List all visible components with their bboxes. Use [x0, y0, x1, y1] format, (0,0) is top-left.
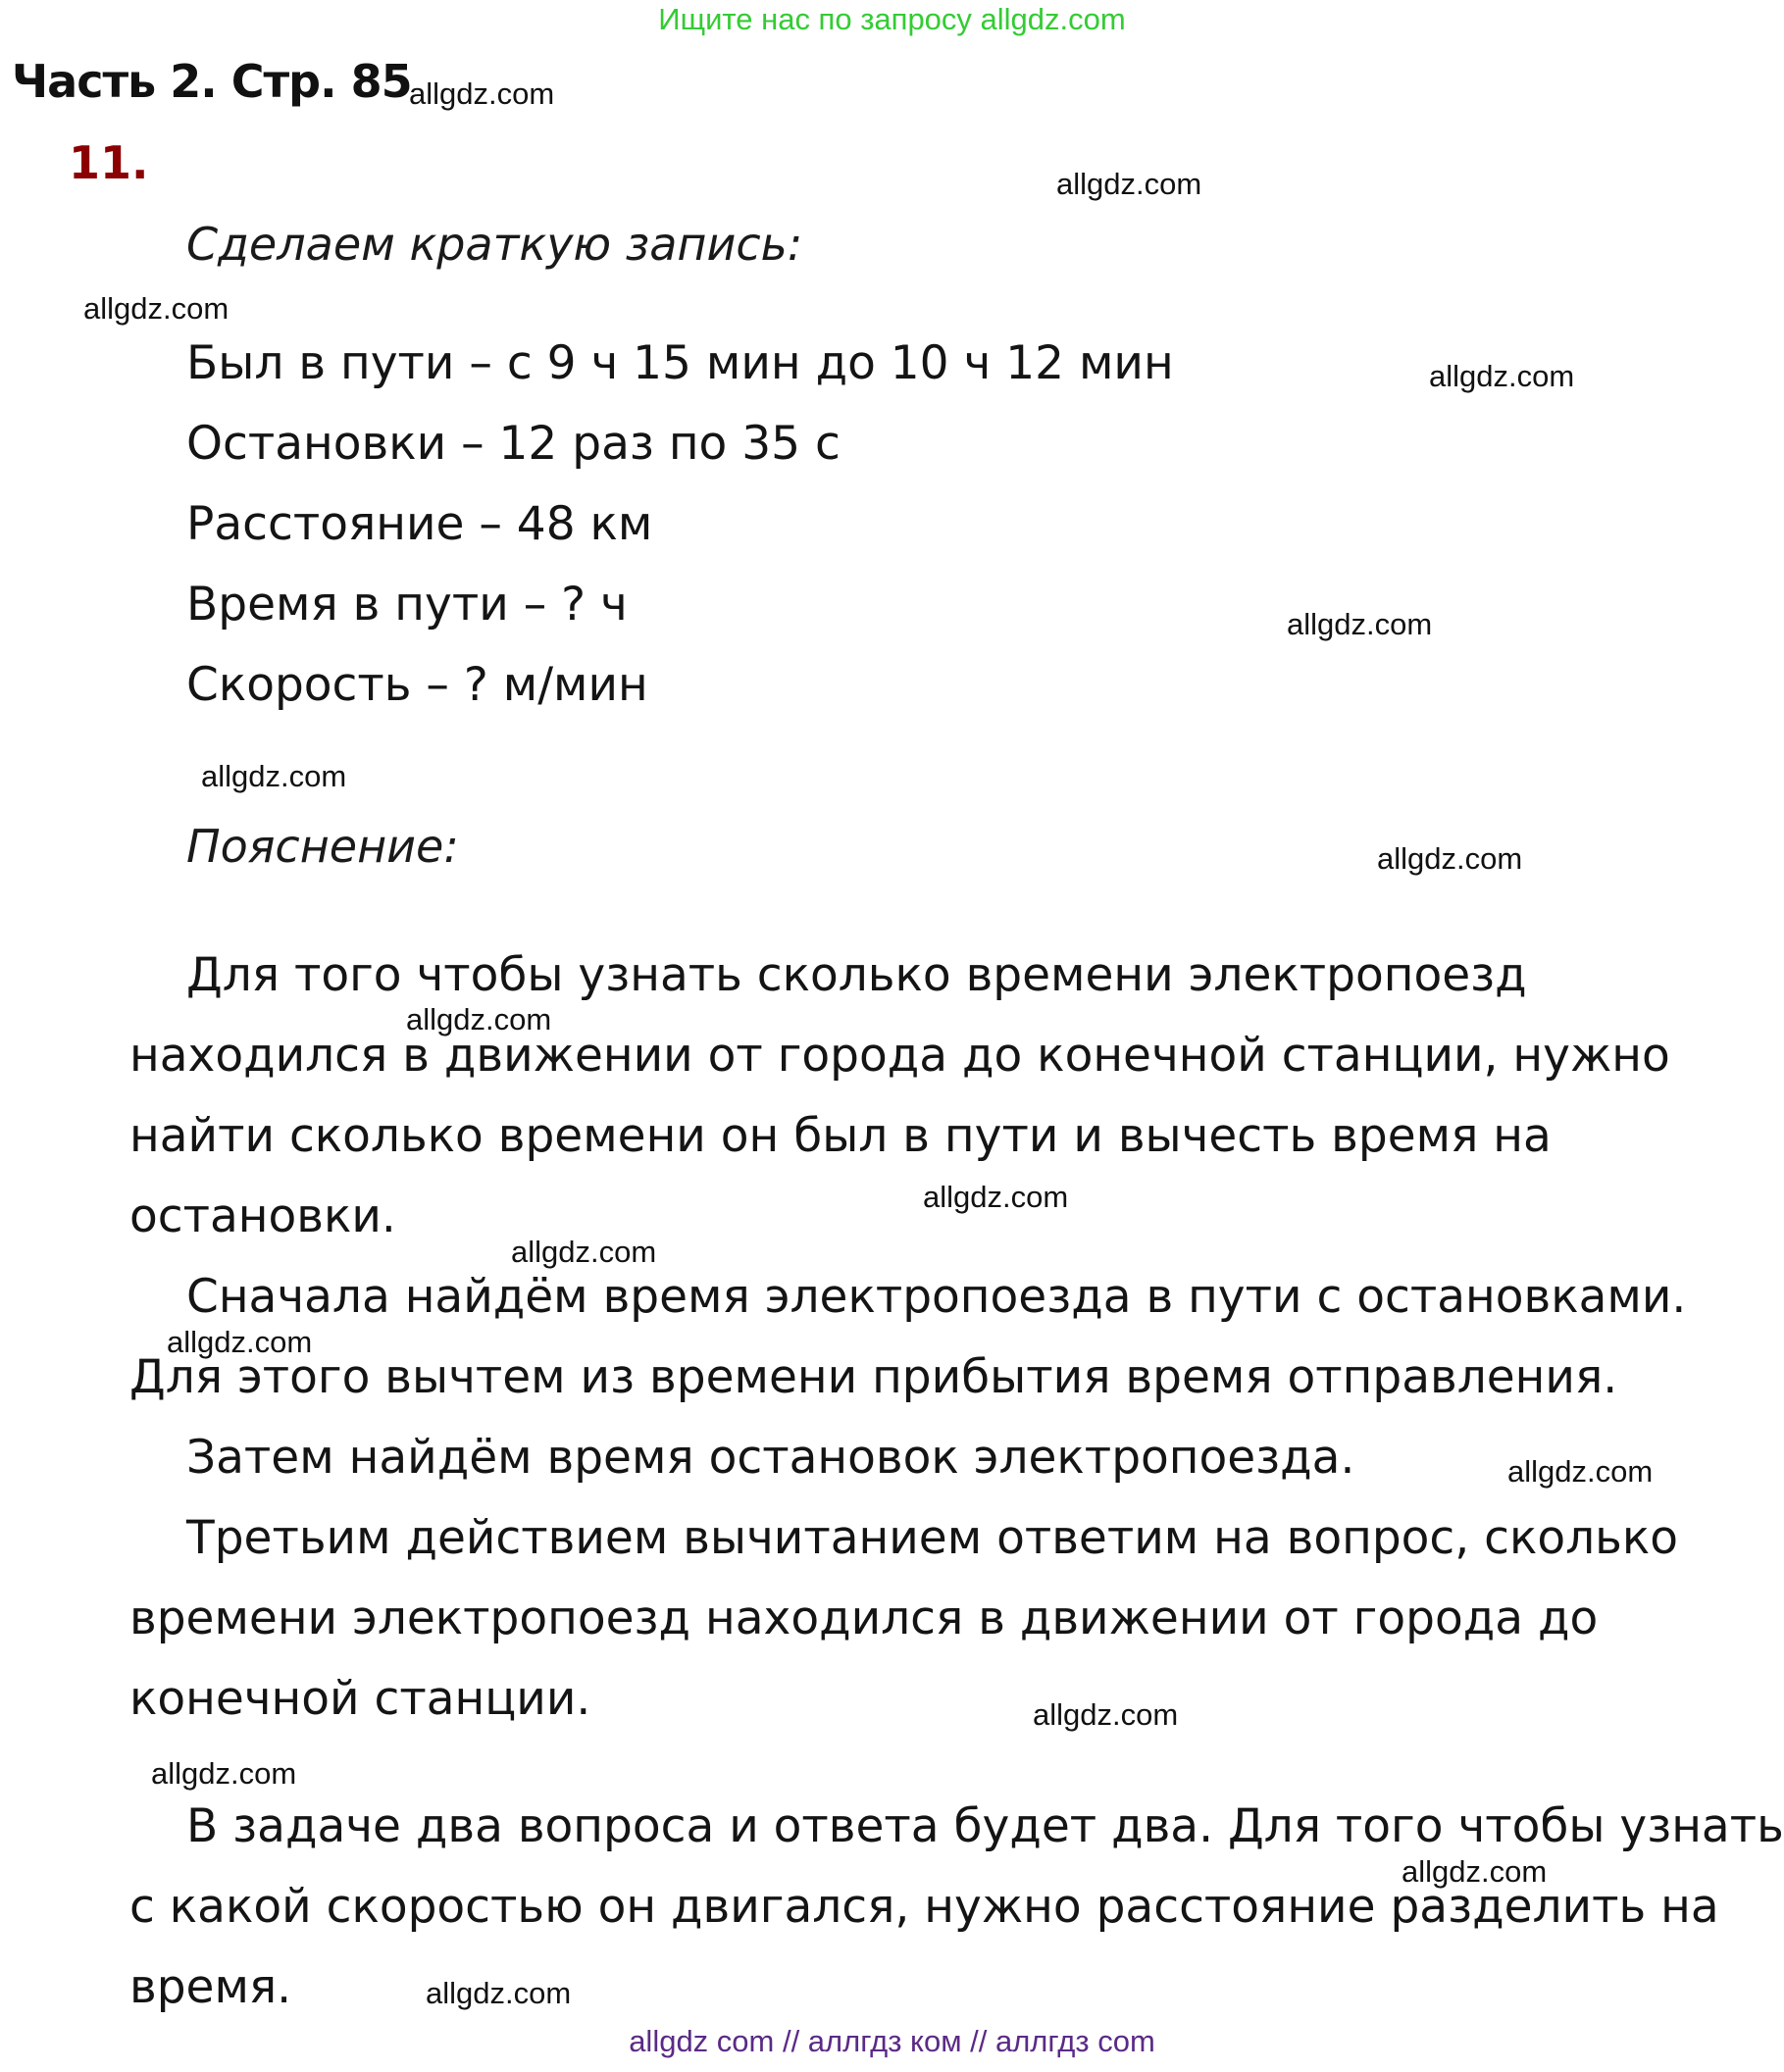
paragraph-line: Для того чтобы узнать сколько времени электропоезд [186, 948, 1527, 1002]
watermark: allgdz.com [83, 291, 229, 326]
record-line: Время в пути – ? ч [186, 578, 628, 632]
watermark: allgdz.com [511, 1235, 657, 1269]
watermark: allgdz.com [167, 1325, 313, 1359]
paragraph-line: времени электропоезд находился в движении от города до [129, 1592, 1599, 1645]
explanation-heading: Пояснение: [186, 820, 459, 873]
short-record-heading: Сделаем краткую запись: [186, 218, 803, 271]
watermark: allgdz.com [1287, 607, 1433, 641]
watermark: allgdz.com [1056, 167, 1202, 201]
record-line: Был в пути – с 9 ч 15 мин до 10 ч 12 мин [186, 336, 1174, 390]
paragraph-line: Третьим действием вычитанием ответим на вопрос, сколько [186, 1511, 1679, 1565]
record-line: Расстояние – 48 км [186, 497, 653, 551]
paragraph-line: найти сколько времени он был в пути и вычесть время на [129, 1109, 1552, 1163]
watermark: allgdz.com [426, 1976, 572, 2010]
paragraph-line: В задаче два вопроса и ответа будет два. Для того чтобы узнать [186, 1799, 1784, 1853]
watermark: allgdz.com [1033, 1697, 1179, 1732]
page-title: Часть 2. Стр. 85 [12, 55, 412, 108]
paragraph-line: Для этого вычтем из времени прибытия время отправления. [129, 1350, 1618, 1404]
task-number: 11. [69, 136, 149, 189]
record-line: Скорость – ? м/мин [186, 658, 648, 712]
watermark: allgdz.com [409, 76, 555, 111]
paragraph-line: с какой скоростью он двигался, нужно расстояние разделить на [129, 1880, 1719, 1934]
paragraph-line: время. [129, 1960, 292, 2014]
paragraph-line: Затем найдём время остановок электропоезда. [186, 1431, 1355, 1485]
record-line: Остановки – 12 раз по 35 с [186, 417, 841, 471]
paragraph-line: находился в движении от города до конечной станции, нужно [129, 1029, 1670, 1083]
watermark: allgdz.com [923, 1180, 1069, 1214]
paragraph-line: конечной станции. [129, 1672, 591, 1726]
watermark: allgdz.com [201, 759, 347, 793]
paragraph-line: Сначала найдём время электропоезда в пути с остановками. [186, 1270, 1687, 1324]
watermark: allgdz.com [1429, 359, 1575, 393]
watermark: allgdz.com [1402, 1854, 1548, 1889]
footer-links[interactable]: allgdz com // аллгдз ком // аллгдз com [629, 2024, 1155, 2058]
watermark: allgdz.com [151, 1756, 297, 1791]
watermark: allgdz.com [1507, 1454, 1654, 1489]
watermark: allgdz.com [1377, 841, 1523, 876]
search-banner[interactable]: Ищите нас по запросу allgdz.com [658, 2, 1126, 36]
watermark: allgdz.com [406, 1002, 552, 1036]
paragraph-line: остановки. [129, 1189, 396, 1243]
